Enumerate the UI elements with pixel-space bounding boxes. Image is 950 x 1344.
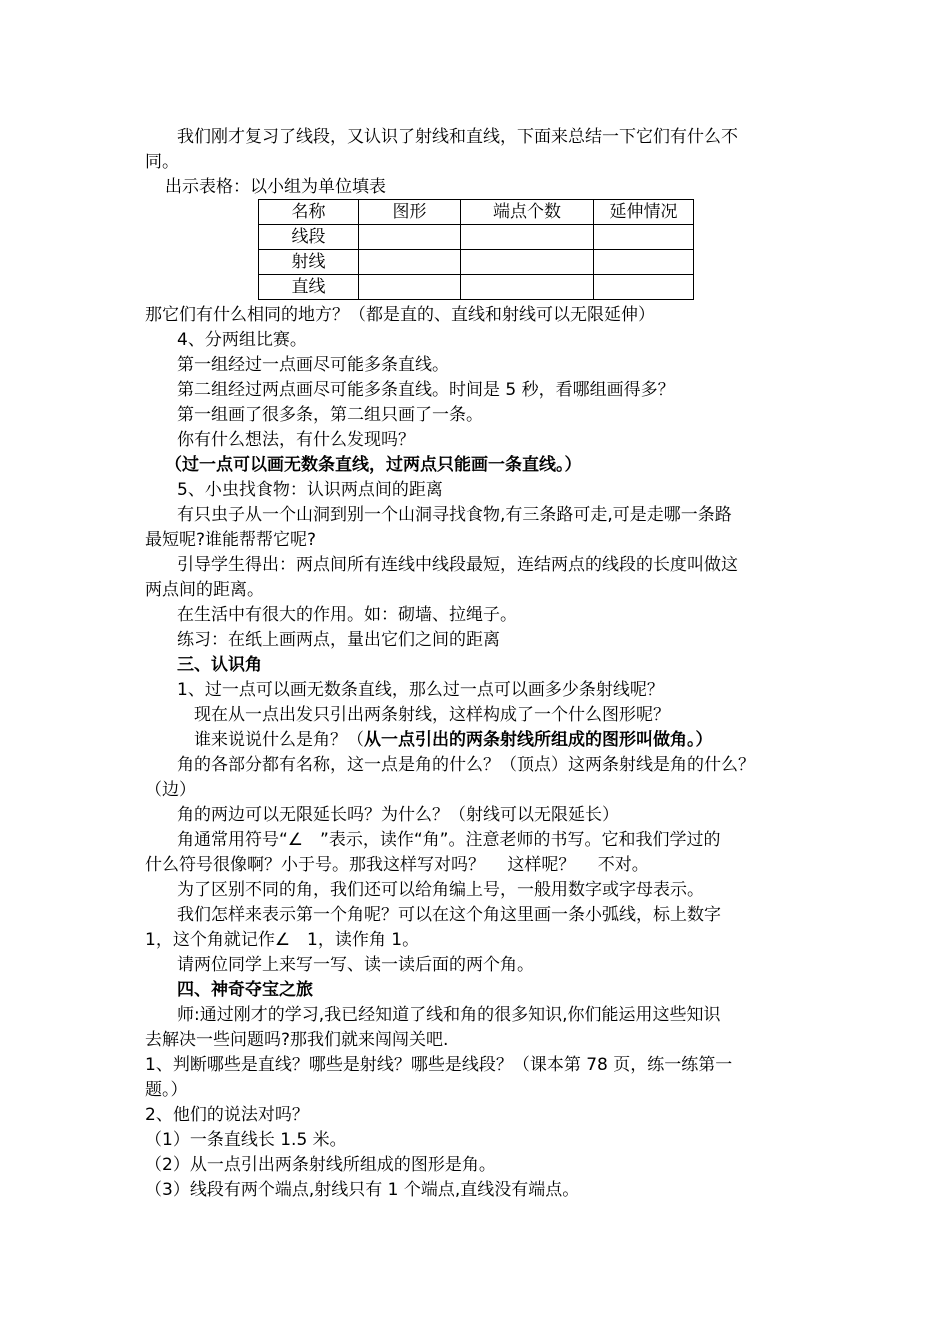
paragraph-line: 我们刚才复习了线段，又认识了射线和直线，下面来总结一下它们有什么不 <box>177 127 738 147</box>
paragraph-line: 1、判断哪些是直线？哪些是射线？哪些是线段？（课本第 78 页，练一练第一 <box>145 1055 733 1075</box>
paragraph-line: 同。 <box>145 152 179 172</box>
paragraph-line: 1，这个角就记作∠ 1，读作角 1。 <box>145 930 420 950</box>
paragraph-line: 角的两边可以无限延长吗？为什么？（射线可以无限延长） <box>177 805 619 825</box>
line-part: 谁来说说什么是角？（ <box>194 730 364 750</box>
table-header-cell: 端点个数 <box>461 200 594 225</box>
table-cell: 射线 <box>259 250 359 275</box>
paragraph-line <box>194 728 713 752</box>
table-cell: 直线 <box>259 275 359 300</box>
section-heading: 四、神奇夺宝之旅 <box>177 980 313 1000</box>
table-cell <box>594 250 694 275</box>
paragraph-line: 为了区别不同的角，我们还可以给角编上号，一般用数字或字母表示。 <box>177 880 704 900</box>
paragraph-line: 第二组经过两点画尽可能多条直线。时间是 5 秒，看哪组画得多？ <box>177 380 675 400</box>
paragraph-line: 出示表格：以小组为单位填表 <box>165 177 386 197</box>
paragraph-line: 角的各部分都有名称，这一点是角的什么？（顶点）这两条射线是角的什么？ <box>177 755 755 775</box>
paragraph-line: 引导学生得出：两点间所有连线中线段最短，连结两点的线段的长度叫做这 <box>177 555 738 575</box>
paragraph-line: 1、过一点可以画无数条直线，那么过一点可以画多少条射线呢？ <box>177 680 664 700</box>
paragraph-line: 两点间的距离。 <box>145 580 264 600</box>
paragraph-line: 有只虫子从一个山洞到别一个山洞寻找食物,有三条路可走,可是走哪一条路 <box>177 505 732 525</box>
table-cell <box>461 275 594 300</box>
paragraph-line: 5、小虫找食物：认识两点间的距离 <box>177 480 443 500</box>
paragraph-line: 请两位同学上来写一写、读一读后面的两个角。 <box>177 955 534 975</box>
table-cell <box>594 275 694 300</box>
paragraph-line: 第一组画了很多条，第二组只画了一条。 <box>177 405 483 425</box>
table-cell <box>461 250 594 275</box>
paragraph-line: （2）从一点引出两条射线所组成的图形是角。 <box>145 1155 496 1175</box>
paragraph-line: 最短呢?谁能帮帮它呢? <box>145 530 317 550</box>
bold-line: （过一点可以画无数条直线，过两点只能画一条直线。） <box>165 455 582 475</box>
table-header-cell: 延伸情况 <box>594 200 694 225</box>
paragraph-line: 2、他们的说法对吗？ <box>145 1105 309 1125</box>
paragraph-line: 角通常用符号“∠ ”表示，读作“角”。注意老师的书写。它和我们学过的 <box>177 830 721 850</box>
paragraph-line: 现在从一点出发只引出两条射线，这样构成了一个什么图形呢？ <box>194 705 670 725</box>
paragraph-line: 在生活中有很大的作用。如：砌墙、拉绳子。 <box>177 605 517 625</box>
paragraph-line: 题。） <box>145 1080 188 1100</box>
table-cell <box>359 250 461 275</box>
table-row <box>259 275 694 300</box>
table-row <box>259 250 694 275</box>
table-header-cell: 图形 <box>359 200 461 225</box>
paragraph-line: 去解决一些问题吗?那我们就来闯闯关吧. <box>145 1030 449 1050</box>
table-cell <box>594 225 694 250</box>
paragraph-line: 什么符号很像啊？小于号。那我这样写对吗？ 这样呢？ 不对。 <box>145 855 649 875</box>
paragraph-line: 那它们有什么相同的地方？（都是直的、直线和射线可以无限延伸） <box>145 305 655 325</box>
paragraph-line: 4、分两组比赛。 <box>177 330 307 350</box>
table-cell: 线段 <box>259 225 359 250</box>
table-header-row <box>259 200 694 225</box>
paragraph-line: 你有什么想法，有什么发现吗？ <box>177 430 415 450</box>
paragraph-line: （3）线段有两个端点,射线只有 1 个端点,直线没有端点。 <box>145 1180 580 1200</box>
table-cell <box>359 225 461 250</box>
table-row <box>259 225 694 250</box>
paragraph-line: （边） <box>145 780 196 800</box>
paragraph-line: 师:通过刚才的学习,我已经知道了线和角的很多知识,你们能运用这些知识 <box>177 1005 721 1025</box>
paragraph-line: （1）一条直线长 1.5 米。 <box>145 1130 347 1150</box>
section-heading: 三、认识角 <box>177 655 262 675</box>
fill-in-table <box>258 199 694 300</box>
paragraph-line: 第一组经过一点画尽可能多条直线。 <box>177 355 449 375</box>
table-cell <box>461 225 594 250</box>
angle-definition: 从一点引出的两条射线所组成的图形叫做角。） <box>364 730 713 750</box>
table-cell <box>359 275 461 300</box>
table-header-cell: 名称 <box>259 200 359 225</box>
paragraph-line: 我们怎样来表示第一个角呢？可以在这个角这里画一条小弧线，标上数字 <box>177 905 721 925</box>
paragraph-line: 练习：在纸上画两点，量出它们之间的距离 <box>177 630 500 650</box>
